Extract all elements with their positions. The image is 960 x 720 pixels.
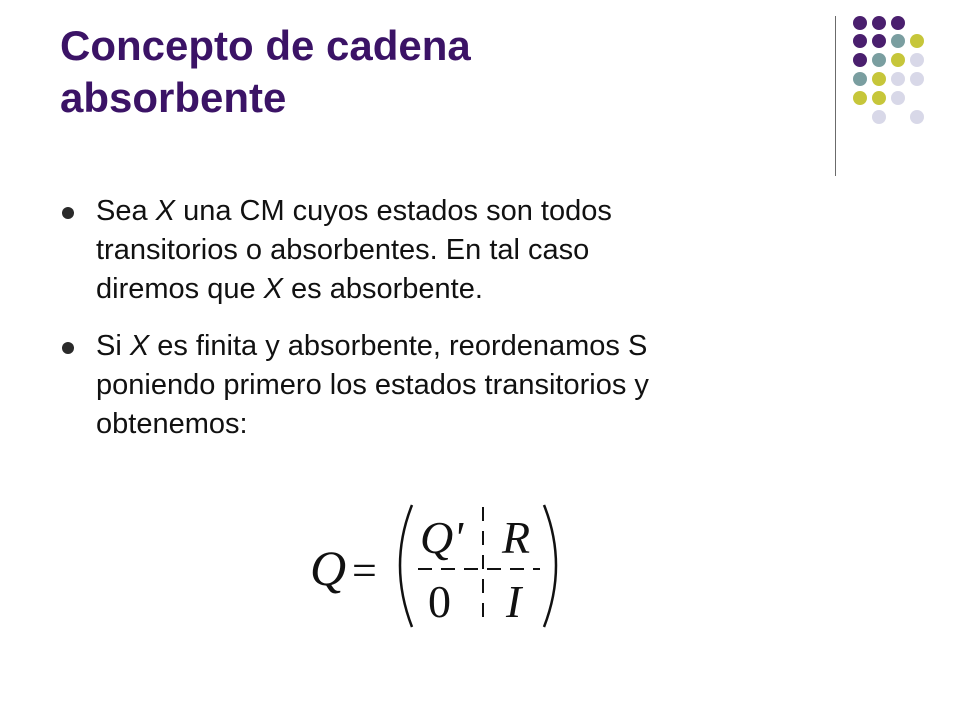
decor-dot	[853, 34, 867, 48]
decor-dot	[872, 72, 886, 86]
vertical-divider	[835, 16, 836, 176]
slide-title	[60, 20, 820, 124]
title-line: Concepto de cadena	[60, 22, 471, 69]
bullet-line: obtenemos:	[96, 408, 248, 440]
formula-equals: =	[352, 546, 377, 595]
variable-x: X	[155, 195, 176, 227]
decor-dot	[853, 91, 867, 105]
bullet-line: transitorios o absorbentes. En tal caso	[96, 234, 590, 266]
decor-dot	[853, 53, 867, 67]
bullet-item	[62, 192, 822, 309]
variable-x: X	[129, 330, 150, 362]
decor-dot	[891, 16, 905, 30]
decor-dot	[891, 34, 905, 48]
formula-lhs: Q	[310, 540, 347, 596]
decor-dot	[891, 53, 905, 67]
block-matrix-formula	[300, 495, 580, 635]
decor-dot	[872, 16, 886, 30]
bullet-line	[96, 327, 822, 366]
decor-dot	[910, 34, 924, 48]
decor-dot	[910, 110, 924, 124]
bullet-line	[96, 270, 822, 309]
decor-dot	[891, 72, 905, 86]
decor-dot	[853, 16, 867, 30]
decor-dot	[853, 72, 867, 86]
variable-x: X	[263, 273, 283, 305]
text-run: Si	[96, 330, 130, 362]
text-run: diremos que	[96, 273, 264, 305]
decor-dot	[872, 91, 886, 105]
text-run: es finita y absorbente, reordenamos S	[149, 330, 648, 362]
right-paren	[544, 505, 556, 627]
bullet-list	[62, 192, 822, 462]
bullet-line: poniendo primero los estados transitorios y	[96, 369, 649, 401]
decor-dot	[872, 110, 886, 124]
decor-dot	[872, 53, 886, 67]
decor-dot	[872, 34, 886, 48]
matrix-bottom-left: 0	[428, 576, 451, 627]
text-run: Sea	[96, 195, 156, 227]
matrix-bottom-right: I	[506, 576, 522, 627]
text-run: es absorbente.	[283, 273, 483, 305]
text-run: una CM cuyos estados son todos	[175, 195, 612, 227]
decor-dot	[910, 53, 924, 67]
title-line: absorbente	[60, 74, 287, 121]
matrix-top-left: Q'	[420, 512, 464, 563]
left-paren	[400, 505, 412, 627]
decor-dot	[910, 72, 924, 86]
bullet-item	[62, 327, 822, 444]
matrix-top-right: R	[502, 512, 531, 563]
bullet-line	[96, 192, 822, 231]
decor-dot	[891, 91, 905, 105]
